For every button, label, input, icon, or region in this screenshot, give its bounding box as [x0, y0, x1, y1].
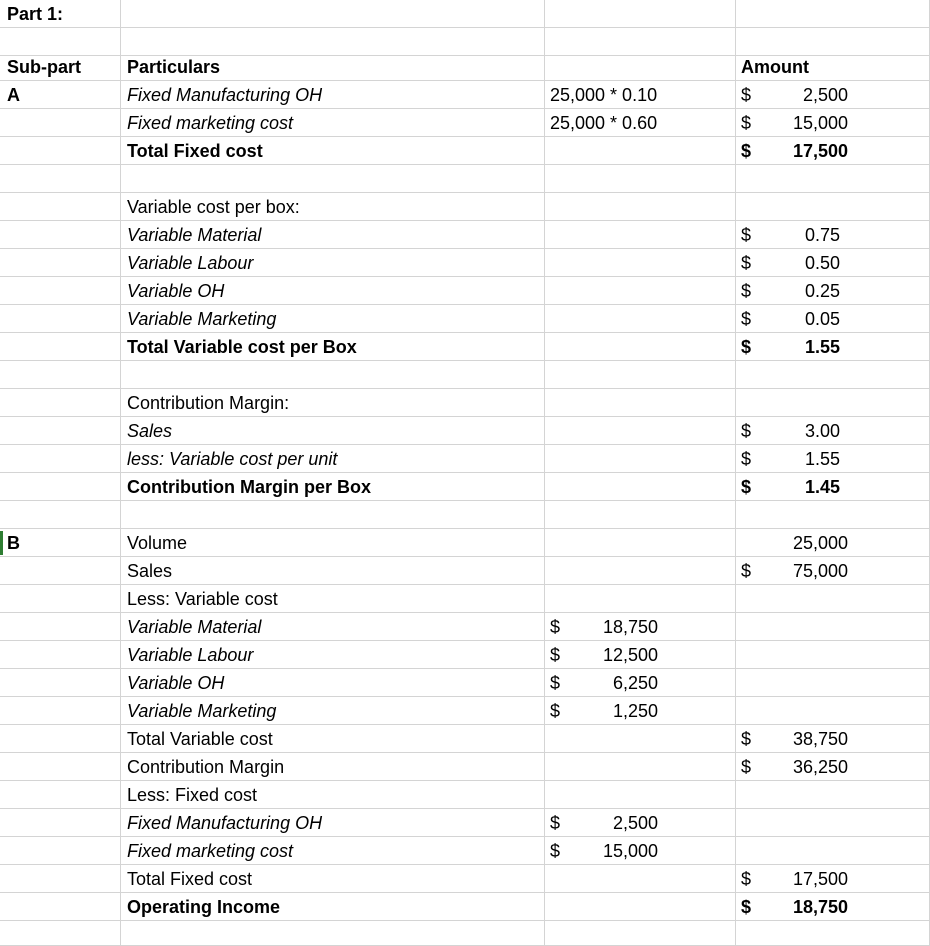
row-name[interactable]: Sales	[127, 561, 173, 581]
row-name[interactable]: Variable Labour	[127, 253, 254, 273]
sheet-row	[0, 921, 930, 946]
row-amount[interactable]: 1,250	[612, 701, 658, 721]
row-amount[interactable]: 25,000	[792, 533, 848, 553]
header-row	[0, 53, 930, 81]
currency-symbol: $	[550, 813, 561, 833]
row-amount[interactable]: 17,500	[792, 869, 848, 889]
sheet-row	[0, 361, 930, 389]
row-amount[interactable]: 0.50	[804, 253, 840, 273]
row-name[interactable]: Total Variable cost per Box	[127, 337, 357, 357]
row-calc[interactable]: 25,000 * 0.10	[550, 85, 658, 105]
total-row	[0, 893, 930, 921]
row-name[interactable]: Variable OH	[127, 673, 225, 693]
table-row	[0, 865, 930, 893]
row-amount[interactable]: 1.45	[804, 477, 840, 497]
row-name[interactable]: Volume	[127, 533, 188, 553]
currency-symbol: $	[741, 729, 752, 749]
row-amount[interactable]: 12,500	[602, 645, 658, 665]
less-variable-heading[interactable]: Less: Variable cost	[127, 589, 278, 609]
table-row	[0, 585, 930, 613]
currency-symbol: $	[741, 449, 752, 469]
currency-symbol: $	[741, 113, 752, 133]
currency-symbol: $	[550, 673, 561, 693]
table-row	[0, 445, 930, 473]
row-name[interactable]: Variable Marketing	[127, 309, 277, 329]
table-row	[0, 753, 930, 781]
section-a-label[interactable]: A	[7, 85, 20, 105]
row-name[interactable]: Variable Labour	[127, 645, 254, 665]
row-amount[interactable]: 17,500	[792, 141, 848, 161]
row-amount[interactable]: 0.05	[804, 309, 840, 329]
row-name[interactable]: Total Fixed cost	[127, 141, 263, 161]
currency-symbol: $	[741, 337, 752, 357]
row-name[interactable]: Fixed Manufacturing OH	[127, 85, 323, 105]
section-b-label[interactable]: B	[7, 533, 20, 553]
row-calc[interactable]: 25,000 * 0.60	[550, 113, 658, 133]
table-row	[0, 529, 930, 557]
currency-symbol: $	[741, 141, 752, 161]
subpart-header[interactable]: Sub-part	[7, 57, 81, 77]
row-amount[interactable]: 15,000	[602, 841, 658, 861]
currency-symbol: $	[741, 85, 752, 105]
row-amount[interactable]: 2,500	[612, 813, 658, 833]
total-row	[0, 333, 930, 361]
currency-symbol: $	[550, 617, 561, 637]
table-row	[0, 417, 930, 445]
table-row	[0, 109, 930, 137]
cm-heading[interactable]: Contribution Margin:	[127, 393, 290, 413]
row-amount[interactable]: 36,250	[792, 757, 848, 777]
sheet-row	[0, 0, 930, 28]
total-row	[0, 137, 930, 165]
table-row	[0, 305, 930, 333]
row-amount[interactable]: 0.75	[804, 225, 840, 245]
currency-symbol: $	[741, 561, 752, 581]
row-name[interactable]: less: Variable cost per unit	[127, 449, 338, 469]
variable-heading[interactable]: Variable cost per box:	[127, 197, 300, 217]
row-name[interactable]: Sales	[127, 421, 173, 441]
row-amount[interactable]: 6,250	[612, 673, 658, 693]
table-row	[0, 781, 930, 809]
table-row	[0, 221, 930, 249]
row-name[interactable]: Variable Material	[127, 617, 262, 637]
currency-symbol: $	[741, 309, 752, 329]
row-amount[interactable]: 75,000	[792, 561, 848, 581]
table-row	[0, 389, 930, 417]
total-row	[0, 473, 930, 501]
row-amount[interactable]: 18,750	[792, 897, 848, 917]
row-amount[interactable]: 0.25	[804, 281, 840, 301]
row-name[interactable]: Operating Income	[127, 897, 281, 917]
row-name[interactable]: Total Variable cost	[127, 729, 273, 749]
currency-symbol: $	[741, 869, 752, 889]
sheet-row	[0, 28, 930, 56]
table-row	[0, 557, 930, 585]
table-row	[0, 193, 930, 221]
row-amount[interactable]: 2,500	[802, 85, 848, 105]
currency-symbol: $	[741, 477, 752, 497]
table-row	[0, 277, 930, 305]
currency-symbol: $	[550, 841, 561, 861]
part-title[interactable]: Part 1:	[7, 4, 64, 24]
amount-header[interactable]: Amount	[741, 57, 809, 77]
row-amount[interactable]: 3.00	[804, 421, 840, 441]
table-row	[0, 809, 930, 837]
row-amount[interactable]: 38,750	[792, 729, 848, 749]
particulars-header[interactable]: Particulars	[127, 57, 221, 77]
currency-symbol: $	[741, 757, 752, 777]
currency-symbol: $	[741, 897, 752, 917]
row-name[interactable]: Fixed Manufacturing OH	[127, 813, 323, 833]
table-row	[0, 613, 930, 641]
row-amount[interactable]: 1.55	[804, 337, 840, 357]
currency-symbol: $	[550, 701, 561, 721]
table-row	[0, 249, 930, 277]
row-amount[interactable]: 18,750	[602, 617, 658, 637]
row-name[interactable]: Total Fixed cost	[127, 869, 253, 889]
row-name[interactable]: Contribution Margin per Box	[127, 477, 371, 497]
row-name[interactable]: Fixed marketing cost	[127, 113, 294, 133]
currency-symbol: $	[741, 253, 752, 273]
row-name[interactable]: Contribution Margin	[127, 757, 285, 777]
row-name[interactable]: Variable Material	[127, 225, 262, 245]
table-row	[0, 669, 930, 697]
table-row	[0, 837, 930, 865]
table-row	[0, 725, 930, 753]
row-name[interactable]: Fixed marketing cost	[127, 841, 294, 861]
table-row	[0, 641, 930, 669]
sheet-row	[0, 501, 930, 529]
row-name[interactable]: Variable OH	[127, 281, 225, 301]
currency-symbol: $	[741, 225, 752, 245]
less-fixed-heading[interactable]: Less: Fixed cost	[127, 785, 258, 805]
row-amount[interactable]: 1.55	[804, 449, 840, 469]
sheet-row	[0, 165, 930, 193]
currency-symbol: $	[741, 421, 752, 441]
row-amount[interactable]: 15,000	[792, 113, 848, 133]
currency-symbol: $	[550, 645, 561, 665]
row-name[interactable]: Variable Marketing	[127, 701, 277, 721]
currency-symbol: $	[741, 281, 752, 301]
table-row	[0, 697, 930, 725]
table-row	[0, 81, 930, 109]
